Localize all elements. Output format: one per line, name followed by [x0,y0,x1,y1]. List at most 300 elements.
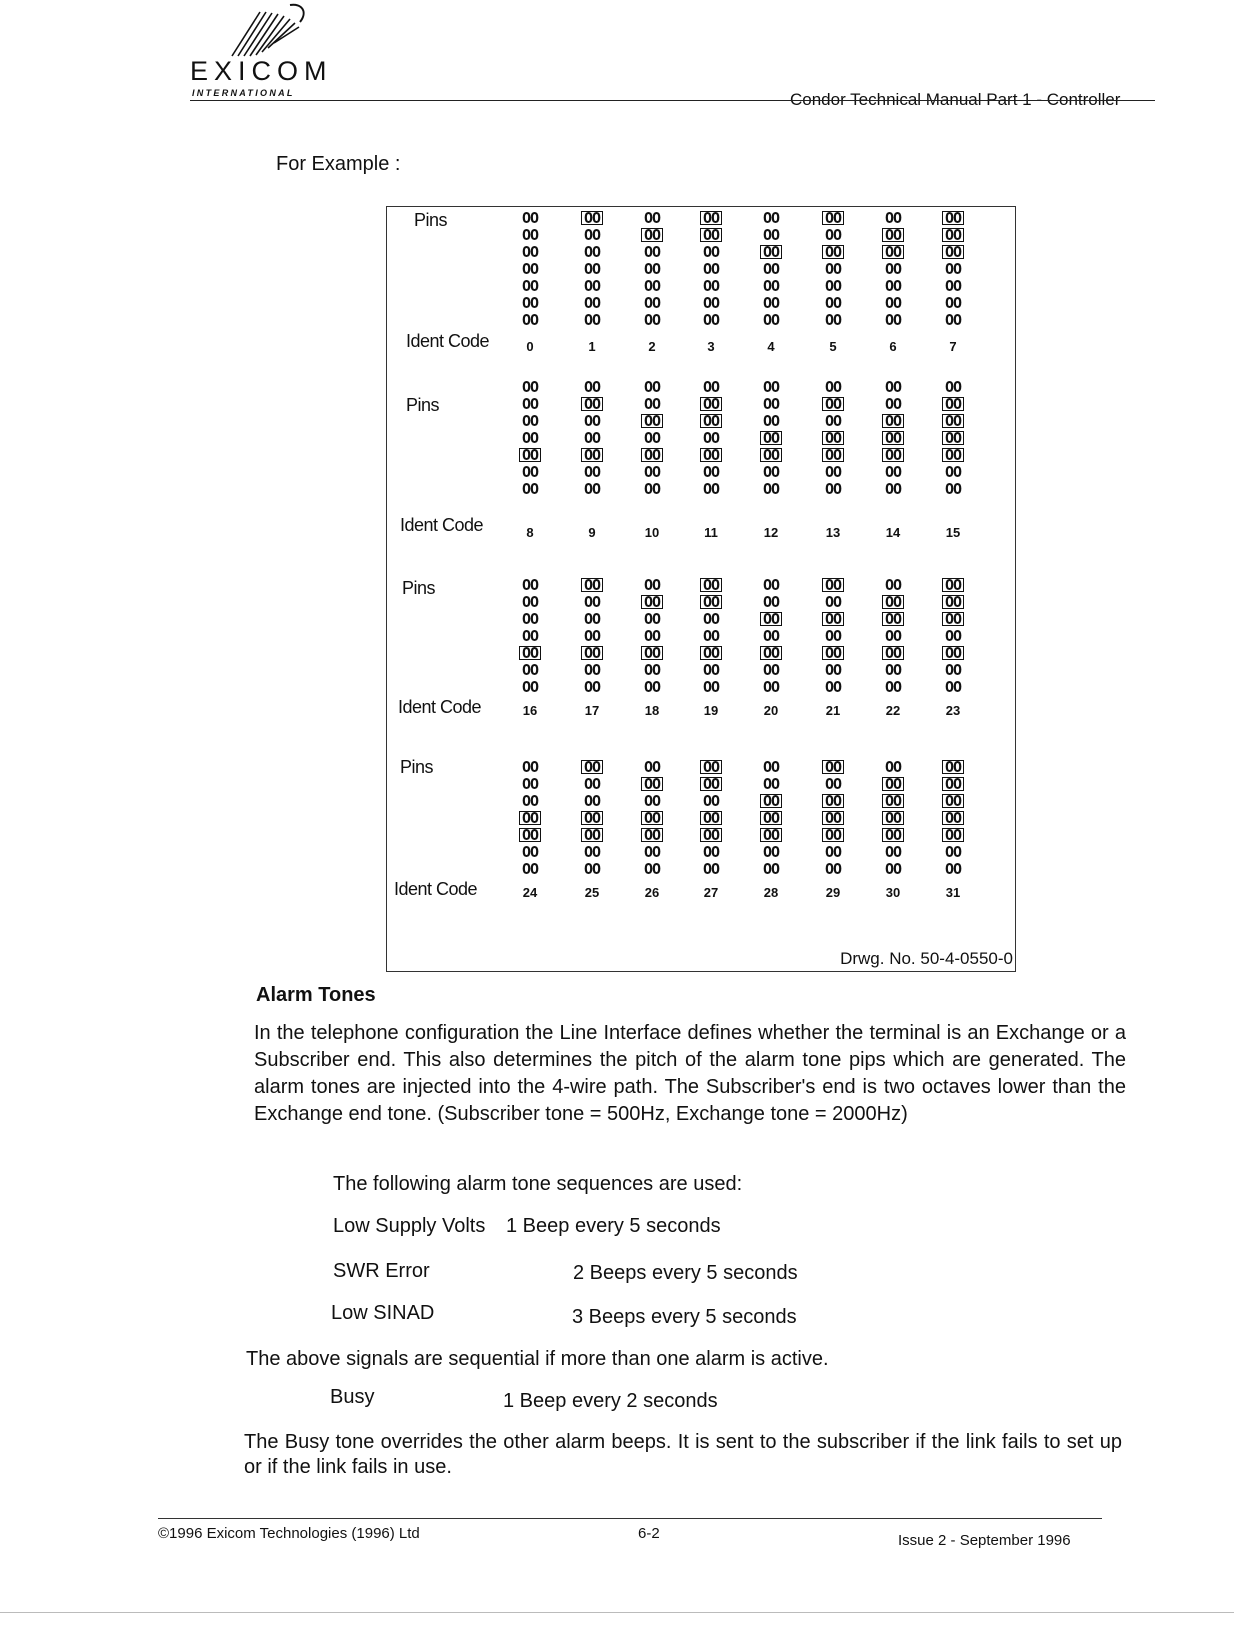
pin-pair: OO [643,395,661,413]
pin-pair: OO [762,311,780,329]
pin-pair: OO [521,243,539,261]
busy-name: Busy [330,1386,375,1408]
pin-pair: OO [521,395,539,413]
ident-code-value: 19 [703,703,719,718]
pin-pair: OO [583,775,601,793]
jumpered-pin-pair: OO [634,827,670,844]
ident-code-value: 31 [945,885,961,900]
pin-column [634,577,670,696]
jumpered-pin-pair: OO [634,776,670,793]
jumpered-pin-pair: OO [693,210,729,227]
pin-pair: OO [944,378,962,396]
pin-pair: OO [702,678,720,696]
jumpered-pin-pair: OO [935,577,971,594]
pin-pair: OO [521,593,539,611]
jumpered-pin-pair: OO [815,447,851,464]
pin-pair: OO [521,678,539,696]
sequence-desc: 2 Beeps every 5 seconds [573,1262,798,1284]
pin-pair: OO [884,480,902,498]
pin-pair: OO [521,311,539,329]
pin-column [875,577,911,696]
ident-code-value: 27 [703,885,719,900]
jumpered-pin-pair: OO [935,430,971,447]
jumpered-pin-pair: OO [693,776,729,793]
jumpered-pin-pair: OO [875,776,911,793]
sequential-note: The above signals are sequential if more than one alarm is active. [246,1348,829,1370]
brand-subtitle: INTERNATIONAL [192,88,295,98]
jumpered-pin-pair: OO [753,827,789,844]
pin-pair: OO [824,378,842,396]
pin-pair: OO [824,311,842,329]
header-rule [190,100,1155,101]
pins-label: Pins [414,210,448,230]
brand-name: EXICOM [190,56,333,86]
jumpered-pin-pair: OO [935,793,971,810]
pin-pair: OO [583,378,601,396]
pin-pair: OO [583,311,601,329]
pin-pair: OO [762,775,780,793]
jumpered-pin-pair: OO [693,227,729,244]
ident-code-value: 18 [644,703,660,718]
pin-pair: OO [583,277,601,295]
ident-code-value: 10 [644,525,660,540]
jumpered-pin-pair: OO [935,776,971,793]
pin-pair: OO [944,480,962,498]
exicom-swoosh-icon [230,0,310,58]
pin-column [512,379,548,498]
pin-pair: OO [643,294,661,312]
pin-column [574,210,610,329]
jumpered-pin-pair: OO [935,611,971,628]
jumpered-pin-pair: OO [574,645,610,662]
pin-pair: OO [762,678,780,696]
ident-code-label: Ident Code [398,697,482,717]
pin-pair: OO [702,480,720,498]
jumpered-pin-pair: OO [634,413,670,430]
jumpered-pin-pair: OO [935,396,971,413]
jumpered-pin-pair: OO [753,447,789,464]
sequence-name: SWR Error [333,1260,430,1282]
jumpered-pin-pair: OO [935,645,971,662]
pin-column [753,379,789,498]
pin-pair: OO [944,627,962,645]
pin-pair: OO [824,463,842,481]
ident-code-label: Ident Code [394,879,478,899]
pin-pair: OO [762,480,780,498]
pin-pair: OO [884,758,902,776]
pin-pair: OO [521,792,539,810]
pin-pair: OO [702,277,720,295]
jumpered-pin-pair: OO [875,611,911,628]
jumpered-pin-pair: OO [875,413,911,430]
jumpered-pin-pair: OO [815,430,851,447]
pin-pair: OO [583,678,601,696]
jumpered-pin-pair: OO [693,759,729,776]
pin-pair: OO [583,792,601,810]
pin-pair: OO [702,627,720,645]
ident-code-value: 2 [648,339,656,354]
pin-pair: OO [521,294,539,312]
pin-pair: OO [521,260,539,278]
footer-copyright: ©1996 Exicom Technologies (1996) Ltd [158,1525,420,1542]
document-title: Condor Technical Manual Part 1 - Controller [790,90,1121,109]
ident-code-value: 21 [825,703,841,718]
jumpered-pin-pair: OO [512,827,548,844]
pin-pair: OO [643,209,661,227]
ident-code-value: 24 [522,885,538,900]
pin-column [935,759,971,878]
ident-code-value: 17 [584,703,600,718]
pin-column [935,379,971,498]
pin-column [693,379,729,498]
jumpered-pin-pair: OO [753,430,789,447]
pin-pair: OO [702,260,720,278]
jumpered-pin-pair: OO [634,645,670,662]
jumpered-pin-pair: OO [574,396,610,413]
page-edge-line [0,1612,1234,1613]
pin-pair: OO [944,260,962,278]
pin-pair: OO [884,277,902,295]
pin-pair: OO [643,463,661,481]
pin-pair: OO [824,294,842,312]
pin-column [815,577,851,696]
pin-column [574,577,610,696]
jumpered-pin-pair: OO [753,810,789,827]
pin-pair: OO [762,226,780,244]
pin-pair: OO [702,378,720,396]
pin-column [815,379,851,498]
pin-column [815,210,851,329]
sequence-desc: 3 Beeps every 5 seconds [572,1306,797,1328]
pin-pair: OO [583,226,601,244]
pin-pair: OO [944,294,962,312]
paragraph: The Busy tone overrides the other alarm beeps. It is sent to the subscriber if the link fails to set up or if the link fails in use. [244,1431,1122,1478]
company-logo [190,0,350,102]
pin-pair: OO [762,277,780,295]
pin-pair: OO [762,260,780,278]
pin-pair: OO [884,260,902,278]
pin-pair: OO [583,860,601,878]
pin-pair: OO [824,775,842,793]
pin-pair: OO [944,311,962,329]
pin-pair: OO [944,860,962,878]
ident-code-value: 13 [825,525,841,540]
ident-code-label: Ident Code [406,331,490,351]
pin-pair: OO [583,627,601,645]
pin-pair: OO [583,429,601,447]
jumpered-pin-pair: OO [512,810,548,827]
pin-pair: OO [583,843,601,861]
pin-pair: OO [824,412,842,430]
pin-column [753,210,789,329]
pin-pair: OO [762,412,780,430]
ident-code-value: 3 [707,339,715,354]
pin-pair: OO [583,243,601,261]
jumpered-pin-pair: OO [815,759,851,776]
pin-column [875,210,911,329]
pin-column [875,379,911,498]
pin-pair: OO [884,661,902,679]
jumpered-pin-pair: OO [815,611,851,628]
pin-pair: OO [643,678,661,696]
pin-column [512,210,548,329]
pin-pair: OO [762,627,780,645]
pin-pair: OO [583,260,601,278]
pin-pair: OO [824,843,842,861]
pin-pair: OO [824,593,842,611]
jumpered-pin-pair: OO [935,227,971,244]
pin-pair: OO [583,294,601,312]
pin-column [693,210,729,329]
pin-pair: OO [643,480,661,498]
pin-pair: OO [884,395,902,413]
pin-column [693,759,729,878]
pin-pair: OO [643,260,661,278]
pin-pair: OO [521,378,539,396]
pin-column [875,759,911,878]
pins-label: Pins [402,578,436,598]
pin-pair: OO [944,463,962,481]
pin-column [512,577,548,696]
jumpered-pin-pair: OO [753,244,789,261]
pin-pair: OO [643,792,661,810]
pin-pair: OO [762,463,780,481]
ident-code-value: 9 [588,525,596,540]
pin-pair: OO [762,661,780,679]
ident-code-value: 20 [763,703,779,718]
pin-pair: OO [944,277,962,295]
pin-column [634,379,670,498]
jumpered-pin-pair: OO [512,447,548,464]
pin-pair: OO [583,661,601,679]
pin-pair: OO [884,294,902,312]
pin-pair: OO [762,593,780,611]
pin-pair: OO [824,678,842,696]
jumpered-pin-pair: OO [574,447,610,464]
ident-code-value: 15 [945,525,961,540]
pin-pair: OO [521,661,539,679]
pin-pair: OO [824,860,842,878]
pin-pair: OO [884,627,902,645]
ident-code-value: 16 [522,703,538,718]
pin-column [634,759,670,878]
pin-pair: OO [762,758,780,776]
jumpered-pin-pair: OO [693,396,729,413]
pin-pair: OO [702,792,720,810]
jumpered-pin-pair: OO [935,594,971,611]
pin-pair: OO [521,843,539,861]
pin-pair: OO [824,480,842,498]
pin-pair: OO [643,311,661,329]
jumpered-pin-pair: OO [875,645,911,662]
jumpered-pin-pair: OO [574,577,610,594]
jumpered-pin-pair: OO [875,447,911,464]
jumpered-pin-pair: OO [815,577,851,594]
pin-pair: OO [702,661,720,679]
jumpered-pin-pair: OO [693,594,729,611]
ident-code-value: 7 [949,339,957,354]
pin-pair: OO [521,775,539,793]
jumper-figure [386,206,1016,972]
pin-pair: OO [583,480,601,498]
jumpered-pin-pair: OO [935,827,971,844]
section-heading: Alarm Tones [256,984,376,1006]
footer-page-number: 6-2 [638,1525,660,1542]
jumpered-pin-pair: OO [815,793,851,810]
pin-pair: OO [702,860,720,878]
pin-pair: OO [521,860,539,878]
pin-pair: OO [521,576,539,594]
sequence-desc: 1 Beep every 5 seconds [506,1215,721,1237]
ident-code-value: 8 [526,525,534,540]
jumpered-pin-pair: OO [875,244,911,261]
pin-pair: OO [884,678,902,696]
pin-column [574,379,610,498]
pin-pair: OO [884,463,902,481]
jumpered-pin-pair: OO [634,447,670,464]
pin-pair: OO [762,378,780,396]
pin-pair: OO [521,463,539,481]
pin-column [753,759,789,878]
jumpered-pin-pair: OO [634,810,670,827]
pin-pair: OO [521,226,539,244]
ident-code-value: 23 [945,703,961,718]
ident-code-value: 14 [885,525,901,540]
jumpered-pin-pair: OO [875,227,911,244]
pin-pair: OO [824,260,842,278]
pin-pair: OO [521,610,539,628]
ident-code-value: 1 [588,339,596,354]
ident-code-value: 29 [825,885,841,900]
pin-pair: OO [824,277,842,295]
jumpered-pin-pair: OO [693,577,729,594]
footer-issue: Issue 2 - September 1996 [898,1532,1071,1549]
pin-pair: OO [643,758,661,776]
pin-pair: OO [583,593,601,611]
pin-pair: OO [521,480,539,498]
ident-code-value: 28 [763,885,779,900]
jumpered-pin-pair: OO [753,793,789,810]
jumpered-pin-pair: OO [574,810,610,827]
pin-column [753,577,789,696]
pin-pair: OO [944,661,962,679]
paragraph: In the telephone configuration the Line Interface defines whether the terminal is an Exchange or a Subscriber end. This also determines the pitch of the alarm tone pips which are generated. The alarm tones are injected into the 4-wire path. The Subscriber's end is two octaves lower than the Exchange end tone. (Subscriber tone = 500Hz, Exchange tone = 2000Hz) [254,1022,1126,1125]
pin-pair: OO [643,378,661,396]
jumpered-pin-pair: OO [753,611,789,628]
pin-column [512,759,548,878]
busy-desc: 1 Beep every 2 seconds [503,1390,718,1412]
jumpered-pin-pair: OO [693,827,729,844]
jumpered-pin-pair: OO [815,827,851,844]
pin-pair: OO [762,209,780,227]
jumpered-pin-pair: OO [693,810,729,827]
jumpered-pin-pair: OO [875,430,911,447]
jumpered-pin-pair: OO [574,210,610,227]
ident-code-value: 6 [889,339,897,354]
pin-pair: OO [884,843,902,861]
pin-pair: OO [643,576,661,594]
pin-pair: OO [643,843,661,861]
footer-rule [158,1518,1102,1519]
ident-code-value: 12 [763,525,779,540]
pin-pair: OO [521,209,539,227]
jumpered-pin-pair: OO [512,645,548,662]
pin-column [935,577,971,696]
jumpered-pin-pair: OO [693,413,729,430]
jumpered-pin-pair: OO [935,810,971,827]
sequence-name: Low SINAD [331,1302,435,1324]
pin-pair: OO [702,294,720,312]
ident-code-value: 11 [704,525,718,540]
pin-pair: OO [643,627,661,645]
pin-pair: OO [521,412,539,430]
pin-column [935,210,971,329]
pin-pair: OO [762,395,780,413]
jumpered-pin-pair: OO [935,210,971,227]
pin-pair: OO [521,429,539,447]
pin-pair: OO [643,610,661,628]
pin-pair: OO [944,678,962,696]
pin-pair: OO [702,610,720,628]
pin-pair: OO [521,758,539,776]
sequence-name: Low Supply Volts [333,1215,486,1237]
jumpered-pin-pair: OO [935,244,971,261]
pin-pair: OO [762,843,780,861]
jumpered-pin-pair: OO [574,827,610,844]
pin-pair: OO [824,226,842,244]
pin-pair: OO [762,294,780,312]
jumpered-pin-pair: OO [935,759,971,776]
pin-pair: OO [944,843,962,861]
jumpered-pin-pair: OO [875,827,911,844]
drawing-number: Drwg. No. 50-4-0550-0 [840,949,1013,968]
pin-pair: OO [884,209,902,227]
pin-pair: OO [583,610,601,628]
jumpered-pin-pair: OO [574,759,610,776]
pin-column [634,210,670,329]
example-label: For Example : [276,153,401,175]
jumpered-pin-pair: OO [815,244,851,261]
pins-label: Pins [400,757,434,777]
ident-code-value: 4 [767,339,775,354]
ident-code-value: 5 [829,339,837,354]
pin-column [815,759,851,878]
jumpered-pin-pair: OO [935,413,971,430]
pin-pair: OO [762,860,780,878]
pin-pair: OO [521,277,539,295]
pin-pair: OO [884,576,902,594]
jumpered-pin-pair: OO [815,396,851,413]
jumpered-pin-pair: OO [935,447,971,464]
pin-pair: OO [583,463,601,481]
jumpered-pin-pair: OO [634,227,670,244]
ident-code-label: Ident Code [400,515,484,535]
pin-pair: OO [702,243,720,261]
pin-pair: OO [762,576,780,594]
pin-pair: OO [583,412,601,430]
pin-pair: OO [702,311,720,329]
pin-pair: OO [884,311,902,329]
pin-pair: OO [884,378,902,396]
jumpered-pin-pair: OO [693,447,729,464]
pin-pair: OO [643,243,661,261]
jumpered-pin-pair: OO [634,594,670,611]
ident-code-value: 30 [885,885,901,900]
ident-code-value: 22 [885,703,901,718]
ident-code-value: 26 [644,885,660,900]
pin-pair: OO [884,860,902,878]
pin-pair: OO [824,627,842,645]
